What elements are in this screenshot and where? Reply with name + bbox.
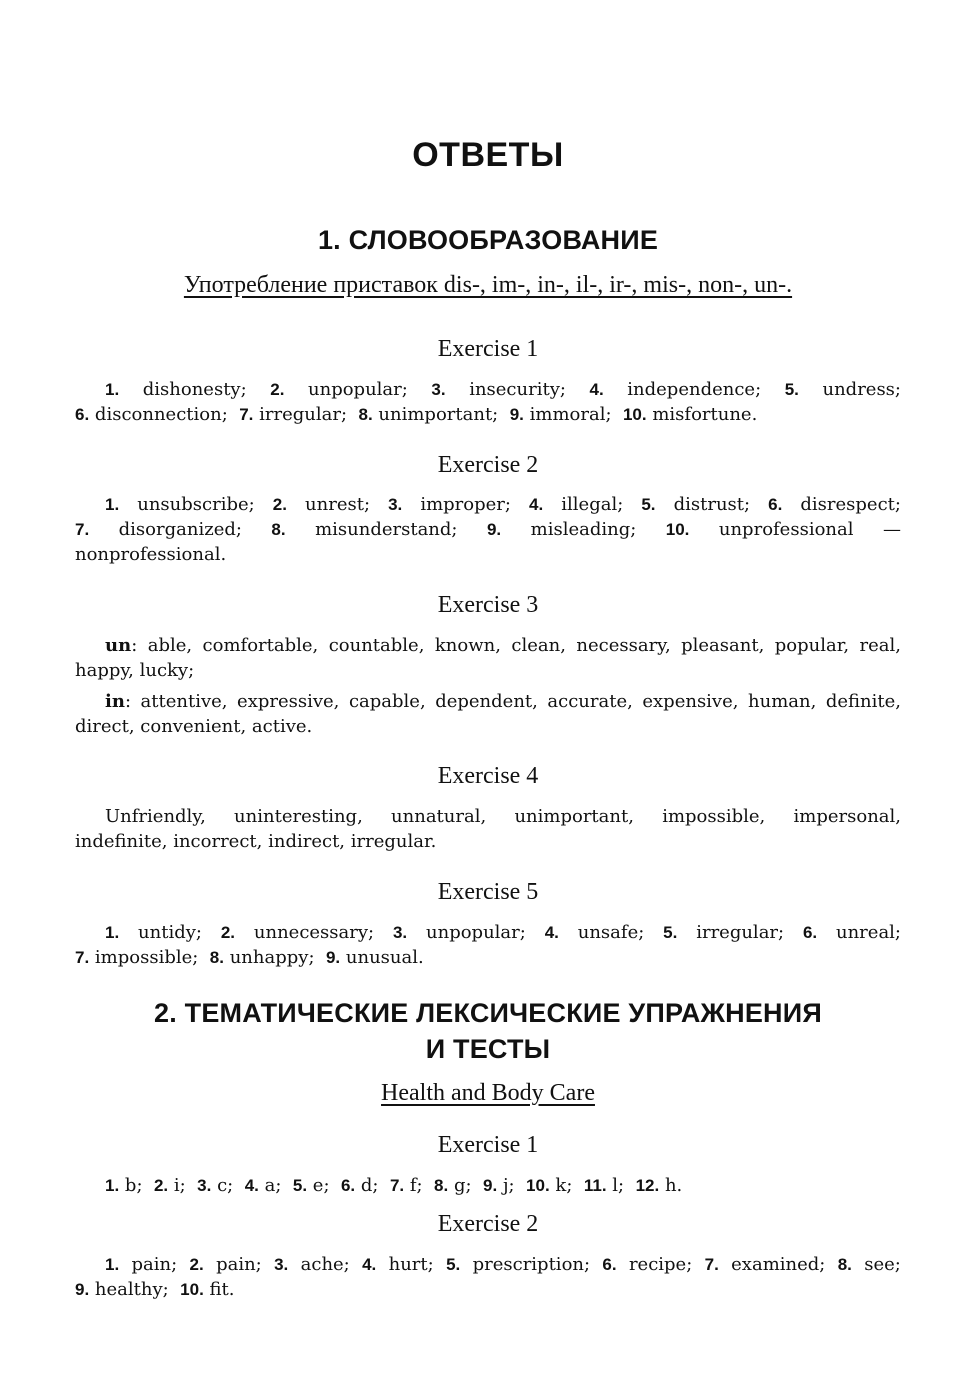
s1-exercise-1-answers-line2: 6. disconnection; 7. irregular; 8. unimportant; 9. immoral; 10. misfortune.: [75, 404, 758, 425]
s1-exercise-2-answers-line3: nonprofessional.: [75, 544, 227, 565]
s1-exercise-3-un-group: un: able, comfortable, countable, known, clean, necessary, pleasant, popular, real,: [105, 635, 901, 656]
s1-exercise-5-answers-line2: 7. impossible; 8. unhappy; 9. unusual.: [75, 947, 424, 968]
s2-exercise-2-answers: 1. pain; 2. pain; 3. ache; 4. hurt; 5. prescription; 6. recipe; 7. examined; 8. see;: [105, 1254, 901, 1275]
s2-exercise-2-title: Exercise 2: [437, 1211, 539, 1237]
section-2-heading: 2. ТЕМАТИЧЕСКИЕ ЛЕКСИЧЕСКИЕ УПРАЖНЕНИЯ: [154, 998, 822, 1028]
section-2-subheading: Health and Body Care: [381, 1080, 595, 1106]
s1-exercise-1-title: Exercise 1: [437, 336, 539, 362]
s1-exercise-5-answers: 1. untidy; 2. unnecessary; 3. unpopular; 4. unsafe; 5. irregular; 6. unreal;: [105, 922, 901, 943]
answer-item: 1. dishonesty;: [105, 379, 247, 400]
s1-exercise-3-title: Exercise 3: [437, 592, 539, 618]
s1-exercise-3-un-group-cont: happy, lucky;: [75, 660, 195, 681]
section-1-subheading: Употребление приставок dis-, im-, in-, il-, ir-, mis-, non-, un-.: [183, 272, 793, 298]
section-1-heading: 1. СЛОВООБРАЗОВАНИЕ: [317, 225, 659, 255]
s1-exercise-2-title: Exercise 2: [437, 452, 539, 478]
s1-exercise-3-in-group-cont: direct, convenient, active.: [75, 716, 313, 737]
s2-exercise-2-answers-line2: 9. healthy; 10. fit.: [75, 1279, 235, 1300]
s1-exercise-3-in-group: in: attentive, expressive, capable, dependent, accurate, expensive, human, definite,: [105, 691, 901, 712]
s1-exercise-2-answers-line2: 7. disorganized; 8. misunderstand; 9. misleading; 10. unprofessional —: [75, 519, 901, 540]
s1-exercise-4-answers-line2: indefinite, incorrect, indirect, irregular.: [75, 831, 437, 852]
s1-exercise-2-answers: 1. unsubscribe; 2. unrest; 3. improper; 4. illegal; 5. distrust; 6. disrespect;: [105, 494, 901, 515]
section-2-heading-line2: И ТЕСТЫ: [425, 1034, 551, 1064]
s1-exercise-1-answers: 1. dishonesty; 2. unpopular; 3. insecurity; 4. independence; 5. undress;: [105, 379, 901, 400]
s1-exercise-4-answers: Unfriendly, uninteresting, unnatural, unimportant, impossible, impersonal,: [105, 806, 901, 827]
page-title: ОТВЕТЫ: [412, 136, 564, 174]
s2-exercise-1-answers: 1. b; 2. i; 3. c; 4. a; 5. e; 6. d; 7. f; 8. g; 9. j; 10. k; 11. l; 12. h.: [105, 1175, 683, 1196]
s1-exercise-5-title: Exercise 5: [437, 879, 539, 905]
s1-exercise-4-title: Exercise 4: [437, 763, 539, 789]
s2-exercise-1-title: Exercise 1: [437, 1132, 539, 1158]
